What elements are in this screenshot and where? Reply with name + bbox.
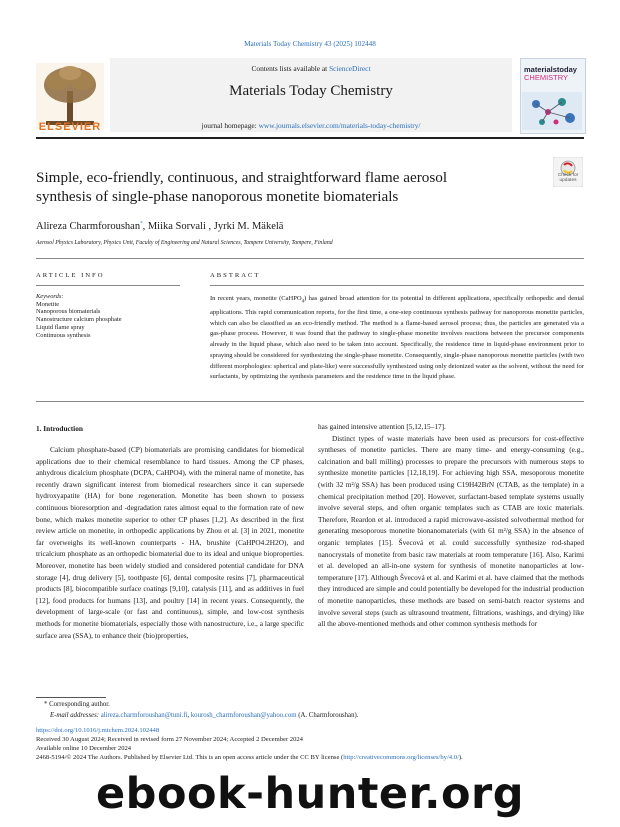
footnote-rule [36, 697, 106, 698]
corresponding-author-mark[interactable]: * [140, 221, 143, 227]
received-dates: Received 30 August 2024; Received in revised form 27 November 2024; Accepted 2 December 2024 [36, 736, 303, 744]
divider [36, 401, 584, 402]
footnote [36, 700, 596, 722]
license-link[interactable]: http://creativecommons.org/licenses/by/4.0/ [343, 754, 459, 762]
sciencedirect-link[interactable]: ScienceDirect [329, 64, 371, 73]
email-link-2[interactable]: kourosh_charmforoushan@yahoo.com [190, 711, 297, 719]
license-suffix: ). [458, 754, 463, 762]
article-metadata [36, 726, 596, 762]
body-column-left [36, 444, 304, 641]
cover-artwork [522, 92, 582, 130]
title-line-1: Simple, eco-friendly, continuous, and straightforward flame aerosol [36, 169, 448, 186]
author-1[interactable]: Alireza Charmforoushan [36, 221, 141, 232]
keywords-label: Keywords: [36, 293, 64, 300]
header-rule [36, 137, 584, 139]
introduction-heading: 1. Introduction [36, 424, 83, 433]
abstract-part: ) has gained broad attention for its potential in different applications, specifically orthopedic and dental applications. This rapid communication reports, for the first time, a one-step continuous synthesis pathway for nanoporous monetite particles, which can also be classified as an eco-friendly method. The method is a flame-based aerosol process; thus, the particles are generated via a gas-phase process. However, it was found that the pathway to single-phase monetite involves reactions between the precursor components already in the liquid phase, which also need to be taken into account. Specifically, the residence time in liquid-phase environment prior to spraying should be considered for synthesizing the single-phase monetite. Consequently, single-phase nanoporous monetite particles (with two different morphologies: spherical and plate-like) were successfully synthesized using only deionized water as the solvent, without the need for surfactants, by optimizing the synthesis parameters and the residence time in the liquid phase. [210, 295, 584, 381]
abstract-text: In recent years, monetite (CaHPO$_4$) has gained broad attention for its potential in different applications, specifically orthopedic and dental applications. This rapid communication reports, for the first time, a one-step continuous synthesis pathway for nanoporous monetite particles, which can also be classified as an eco-friendly method. The method is a flame-based aerosol process; thus, the particles are generated via a gas-phase process. However, it was found that the pathway to single-phase monetite involves reactions between the precursor components already in the liquid phase, which also need to be taken into account. Specifically, the residence time in liquid-phase environment prior to spraying should be considered for synthesizing the single-phase monetite. Consequently, single-phase nanoporous monetite particles (with two different morphologies: spherical and plate-like) were successfully synthesized using only deionized water as the solvent, without the need for surfactants, by optimizing the synthesis parameters and the residence time in the liquid phase. [210, 295, 584, 381]
email-line [36, 711, 596, 722]
divider [210, 285, 584, 286]
divider [36, 285, 180, 286]
keyword: Nanostructure calcium phosphate [36, 316, 122, 324]
watermark: ebook-hunter.org [96, 769, 524, 819]
abstract-heading: ABSTRACT [210, 272, 261, 279]
keyword: Monetite [36, 300, 60, 308]
author-list [36, 221, 283, 232]
email-tail: (A. Charmforoushan). [296, 711, 359, 719]
intro-paragraph: Distinct types of waste materials have been used as precursors for cost-effective syntheses of monetite particles. There are many time- and energy-consuming (e.g., calcination and ball milling) processes to prepare the precursors with numerous steps to synthesize monetite particles [12,18,19]. For achieving high SSA, mesoporous monetite (with 32 m²/g SSA) has been produced using C19H42BrN (CTAB, as the template) in a chemical precipitation method [20]. However, surfactant-based template systems usually involve several steps, and often organic templates such as CTAB are toxic materials. Therefore, Reardon et al. introduced a rapid microwave-assisted solvothermal method for generating mesoporous monetite bionanomaterials (with 61 m²/g SSA) in the absence of organic templates [15]. Švecová et al. could successfully synthesize rod-shaped nanocrystals of monetite from basic raw materials at room temperature [16]. Also, Karimi et al. developed an all-in-one system for synthesis of monetite nanoparticles at low-temperature [17]. Although Švecová et al. and Karimi et al. have claimed that the methods they introduced are simple and could potentially be developed for the industrial production of monetite nanoparticles, these methods are based on semi-batch reactor systems and involve several steps (such as ultrasound treatment, filtrations, washings, and drying) like all the above-mentioned methods and other common synthesis methods for [318, 433, 584, 629]
elsevier-wordmark: ELSEVIER [38, 121, 102, 133]
email-link-1[interactable]: alireza.charmforoushan@tuni.fi [100, 711, 188, 719]
homepage-line [110, 121, 512, 130]
keyword: Nanoporous biomaterials [36, 308, 101, 316]
homepage-prefix: journal homepage: [201, 121, 259, 130]
email-label: E-mail addresses: [50, 711, 101, 719]
homepage-link[interactable]: www.journals.elsevier.com/materials-today-chemistry/ [258, 121, 421, 130]
affiliation: Aerosol Physics Laboratory, Physics Unit, Faculty of Engineering and Natural Sciences, Tampere University, Tampere, Finland [36, 240, 333, 246]
contents-line [110, 64, 512, 73]
abstract-part: In recent years, monetite (CaHPO [210, 295, 302, 302]
available-online: Available online 10 December 2024 [36, 745, 132, 753]
keyword: Liquid flame spray [36, 323, 85, 331]
cover-title: materialstoday [524, 65, 577, 74]
contents-prefix: Contents lists available at [251, 64, 330, 73]
intro-paragraph: has gained intensive attention [5,12,15–17]. [318, 422, 446, 431]
email-separator: , [187, 711, 191, 719]
title-line-2: synthesis of single-phase nanoporous monetite biomaterials [36, 187, 399, 205]
license-prefix: 2468-5194/© 2024 The Authors. Published by Elsevier Ltd. This is an open access article under the CC BY license ( [36, 754, 344, 762]
cover-subtitle: CHEMISTRY [524, 73, 569, 82]
intro-paragraph: Calcium phosphate-based (CP) biomaterials are promising candidates for biomedical applications due to their chemical resemblance to hard tissues. Among the CP phases, anhydrous dicalcium phosphate (DCPA, CaHPO4), with the mineral name of monetite, has recently drawn significant interest from biomedical researchers since it can supersede hydroxyapatite (HA) for bone regeneration. Monetite has been shown to possess continuous bioresorption and -degradation rates almost equal to the formation rate of new bone, which makes monetite superior to other CP phases [1,2]. As described in the first review article on monetite, in orthopedic applications by Zhou et al. [3] in 2021, monetite far overweighs its well-known counterparts - HA, brushite (CaHPO4.2H2O), and tricalcium phosphate as an orthopedic biomaterial due to its ideal and unique bioproperties. Moreover, monetite has been widely studied and considered potential candidate for DNA storage [4], drug delivery [5], toothpaste [6], dental composite resins [7], pharmaceutical products [8], biocompatible surface coatings [9,10], catalysis [11], and as additives in fuel [12], food products for humans [13], and poultry [14] in recent years. Consequently, the development of large-scale (or fast and continuous), simple, and low-cost synthesis methods for monetite biomaterials, especially those with nanostructure, i.e., a large specific surface area (SSA), to enhance their (bio)properties, [36, 445, 304, 640]
doi-link[interactable]: https://doi.org/10.1016/j.mtchem.2024.102448 [36, 727, 160, 734]
article-title [36, 169, 536, 206]
body-column-right [318, 421, 584, 630]
other-authors: , Miika Sorvali , Jyrki M. Mäkelä [142, 221, 284, 232]
article-info-heading: ARTICLE INFO [36, 272, 105, 279]
keyword: Continuous synthesis [36, 331, 91, 339]
journal-reference[interactable]: Materials Today Chemistry 43 (2025) 102448 [244, 40, 376, 48]
divider [36, 258, 584, 259]
check-for-updates-label[interactable]: Check for updates [557, 173, 579, 183]
corresponding-author-note: * Corresponding author. [44, 701, 110, 708]
journal-title: Materials Today Chemistry [229, 83, 393, 99]
license-line [36, 753, 596, 762]
keywords-list [36, 293, 186, 339]
